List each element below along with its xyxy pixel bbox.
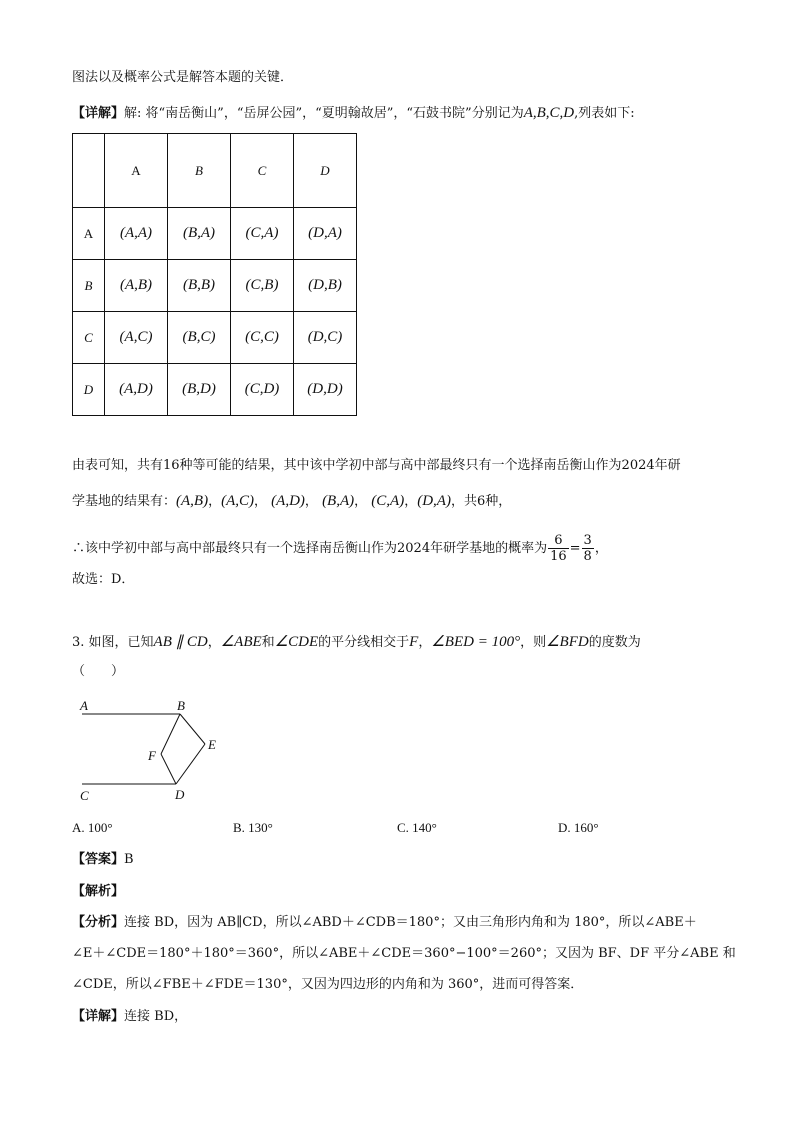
answer-tag: 【答案】	[72, 852, 125, 867]
label-a: A	[80, 698, 88, 713]
geometry-figure	[72, 696, 232, 808]
analysis-line-3: ∠CDE，所以∠FBE＋∠FDE＝130°，又因为四边形的内角和为 360°，进而可得答案．	[72, 977, 584, 992]
point-f: F	[409, 634, 419, 650]
table-cell: (B,C)	[168, 312, 231, 364]
row-header: A	[73, 208, 105, 260]
table-cell: (C,A)	[231, 208, 294, 260]
outcome-item: (A,D)	[271, 493, 305, 509]
table-cell: (C,B)	[231, 260, 294, 312]
table-cell: (D,A)	[294, 208, 357, 260]
result-count: ，共6种，	[450, 494, 512, 509]
separator: ，	[418, 635, 432, 650]
ask-suffix: 的度数为	[588, 635, 641, 650]
col-header-d: D	[294, 134, 357, 208]
answer-value: B	[124, 852, 134, 867]
table-corner-cell	[73, 134, 105, 208]
fraction-6-16	[548, 533, 569, 564]
table-cell: (B,A)	[168, 208, 231, 260]
table-row	[73, 312, 357, 364]
table-cell: (B,B)	[168, 260, 231, 312]
answer-line	[72, 850, 134, 870]
result-prefix: 学基地的结果有：	[72, 494, 177, 509]
table-row	[73, 208, 357, 260]
result-line-2: 学基地的结果有：(A,B)，(A,C)， (A,D)， (B,A)， (C,A)，(D,A)，共6种，	[72, 493, 512, 509]
outcome-item: (B,A)	[322, 493, 355, 509]
probability-line	[72, 532, 608, 566]
choice-line: 故选：D．	[72, 572, 135, 587]
fraction-denominator: 8	[583, 549, 592, 564]
probability-suffix: ，	[594, 541, 608, 556]
col-header-a: A	[105, 134, 168, 208]
col-header-c: C	[231, 134, 294, 208]
label-f: F	[148, 748, 156, 763]
detail-text: 解: 将“南岳衡山”，“岳屏公园”，“夏明翰故居”，“石鼓书院”分别记为	[124, 106, 524, 121]
answer-paren: （ ）	[72, 664, 125, 679]
given-angle: ∠BED = 100°	[431, 634, 521, 650]
outcome-item: (A,C)	[221, 493, 255, 509]
table-cell: (A,D)	[105, 364, 168, 416]
conjunction: 和	[261, 635, 275, 650]
analysis-line-2: ∠E＋∠CDE＝180°＋180°＝360°，所以∠ABE＋∠CDE＝360°−100°＝260°；又因为 BF、DF 平分∠ABE 和	[72, 946, 736, 961]
row-header: B	[73, 260, 105, 312]
table-cell: (C,D)	[231, 364, 294, 416]
row-header: C	[73, 312, 105, 364]
table-cell: (C,C)	[231, 312, 294, 364]
option-c[interactable]: C. 140°	[397, 820, 437, 835]
outcome-item: (C,A)	[371, 493, 405, 509]
table-row	[73, 260, 357, 312]
analysis-line-1	[72, 913, 697, 933]
outcome-item: (D,A)	[417, 493, 451, 509]
detail2-line	[72, 1007, 187, 1027]
option-d[interactable]: D. 160°	[558, 820, 599, 835]
analysis-text: 连接 BD，因为 AB∥CD，所以∠ABD＋∠CDB＝180°；又由三角形内角和为 180°，所以∠ABE＋	[124, 915, 697, 930]
result-line-1: 由表可知，共有16种等可能的结果，其中该中学初中部与高中部最终只有一个选择南岳衡山作为2024年研	[72, 458, 681, 473]
segment-ed	[176, 744, 205, 784]
table-cell: (D,D)	[294, 364, 357, 416]
intro-line: 图法以及概率公式是解答本题的关键．	[72, 70, 294, 85]
analysis-heading: 【解析】	[72, 884, 125, 899]
fraction-3-8	[582, 533, 594, 564]
detail2-tag: 【详解】	[72, 1009, 125, 1024]
label-d: D	[175, 787, 185, 802]
option-a[interactable]: A. 100°	[72, 820, 113, 835]
segment-bf	[161, 714, 180, 754]
label-c: C	[80, 788, 89, 803]
question-3	[72, 632, 641, 653]
table-cell: (A,A)	[105, 208, 168, 260]
table-cell: (D,C)	[294, 312, 357, 364]
detail2-text: 连接 BD，	[124, 1009, 188, 1024]
question-number: 3. 如图，已知	[72, 635, 154, 650]
fraction-numerator: 6	[548, 533, 569, 549]
analysis-tag: 【分析】	[72, 915, 125, 930]
label-b: B	[177, 698, 185, 713]
detail-line	[72, 103, 635, 124]
angle-abe: ∠ABE	[220, 634, 262, 650]
segment-be	[180, 714, 205, 744]
table-cell: (B,D)	[168, 364, 231, 416]
question-mid: 的平分线相交于	[318, 635, 410, 650]
angle-cde: ∠CDE	[274, 634, 319, 650]
parallel-expr: AB ∥ CD	[153, 634, 208, 650]
detail-tag: 【详解】	[72, 106, 125, 121]
table-row	[73, 364, 357, 416]
table-header-row	[73, 134, 357, 208]
option-b[interactable]: B. 130°	[233, 820, 273, 835]
fraction-denominator: 16	[550, 549, 567, 564]
angle-bfd: ∠BFD	[546, 634, 589, 650]
probability-text: ∴该中学初中部与高中部最终只有一个选择南岳衡山作为2024年研学基地的概率为	[72, 541, 548, 556]
outcome-table	[72, 133, 357, 416]
label-e: E	[208, 737, 216, 752]
ask-prefix: ，则	[520, 635, 547, 650]
segment-fd	[161, 754, 176, 784]
fraction-numerator: 3	[583, 533, 592, 548]
equals-sign: =	[569, 541, 581, 556]
detail-suffix: ,列表如下:	[574, 106, 635, 121]
table-cell: (D,B)	[294, 260, 357, 312]
detail-vars: A,B,C,D	[523, 105, 575, 121]
separator: ，	[207, 635, 221, 650]
col-header-b: B	[168, 134, 231, 208]
outcome-item: (A,B)	[176, 493, 209, 509]
table-cell: (A,B)	[105, 260, 168, 312]
table-cell: (A,C)	[105, 312, 168, 364]
row-header: D	[73, 364, 105, 416]
